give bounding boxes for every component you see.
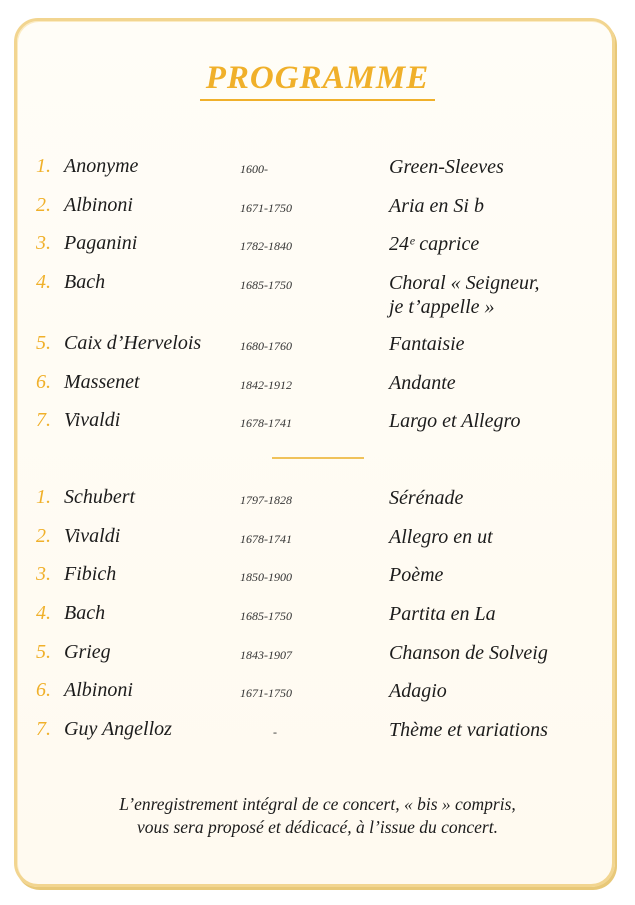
piece-title: Sérénade: [389, 487, 464, 509]
item-number: 1.: [36, 155, 51, 177]
composer-name: Paganini: [64, 232, 138, 255]
footer-note: [0, 793, 635, 839]
piece-title: Allegro en ut: [389, 525, 493, 548]
item-number: 6.: [36, 370, 51, 393]
composer-dates: 1671-1750: [240, 200, 292, 215]
composer-dates: 1685-1750: [240, 278, 292, 293]
item-number: 3.: [36, 563, 51, 586]
piece-title: Chanson de Solveig: [389, 641, 548, 664]
composer-name: Caix d’Hervelois: [64, 332, 202, 355]
item-number: 2.: [36, 524, 51, 547]
composer-dates: 1843-1907: [240, 647, 292, 662]
item-number: 7.: [36, 718, 51, 741]
piece-title: Aria en Si b: [389, 194, 484, 217]
composer-name: Massenet: [64, 370, 140, 393]
piece-title: [389, 271, 589, 319]
composer-name: Schubert: [64, 486, 136, 508]
item-number: 3.: [36, 232, 51, 255]
composer-dates: 1678-1741: [240, 416, 292, 431]
composer-name: Albinoni: [64, 193, 133, 216]
piece-title: Largo et Allegro: [389, 410, 521, 433]
piece-title: Andante: [389, 371, 456, 394]
list-item: [0, 602, 635, 641]
list-item: [0, 486, 635, 525]
piece-title: Thème et variations: [389, 719, 548, 742]
composer-dates: 1678-1741: [240, 531, 292, 546]
list-item: [0, 371, 635, 410]
piece-title-line1: Choral « Seigneur,: [389, 272, 540, 295]
item-number: 6.: [36, 679, 51, 702]
composer-name: Anonyme: [64, 155, 139, 177]
piece-title: Partita en La: [389, 603, 496, 626]
item-number: 7.: [36, 409, 51, 432]
footer-line-1: L’enregistrement intégral de ce concert, « bis » compris,: [119, 794, 516, 814]
list-item: [0, 232, 635, 271]
composer-dates: 1671-1750: [240, 686, 292, 701]
list-item: [0, 525, 635, 564]
composer-name: Vivaldi: [64, 409, 121, 432]
composer-dates: 1680-1760: [240, 339, 292, 354]
piece-title-line2: je t’appelle »: [389, 296, 495, 319]
piece-title: Poème: [389, 564, 444, 587]
composer-dates: 1782-1840: [240, 239, 292, 254]
list-item: [0, 718, 635, 757]
composer-name: Grieg: [64, 640, 111, 663]
composer-dates: 1685-1750: [240, 609, 292, 624]
composer-name: Bach: [64, 602, 106, 625]
composer-dates: -: [273, 725, 277, 740]
programme-part-1: [0, 155, 635, 448]
piece-title: Fantaisie: [389, 333, 465, 356]
list-item: [0, 563, 635, 602]
item-number: 5.: [36, 640, 51, 663]
piece-title: Green-Sleeves: [389, 156, 504, 178]
composer-dates: 1797-1828: [240, 493, 292, 507]
page-title: PROGRAMME: [200, 60, 436, 101]
composer-name: Vivaldi: [64, 524, 121, 547]
list-item: [0, 271, 635, 332]
section-divider: [272, 457, 364, 459]
composer-name: Bach: [64, 271, 106, 294]
composer-name: Guy Angelloz: [64, 718, 172, 741]
list-item: [0, 155, 635, 194]
item-number: 1.: [36, 486, 51, 508]
list-item: [0, 679, 635, 718]
composer-dates: 1850-1900: [240, 570, 292, 585]
list-item: [0, 409, 635, 448]
item-number: 5.: [36, 332, 51, 355]
piece-title: 24ᵉ caprice: [389, 233, 480, 256]
footer-line-2: vous sera proposé et dédicacé, à l’issue du concert.: [137, 817, 498, 837]
item-number: 4.: [36, 271, 51, 294]
programme-part-2: [0, 486, 635, 757]
item-number: 4.: [36, 602, 51, 625]
composer-dates: 1842-1912: [240, 377, 292, 392]
composer-name: Fibich: [64, 563, 117, 586]
item-number: 2.: [36, 193, 51, 216]
composer-name: Albinoni: [64, 679, 133, 702]
composer-dates: 1600-: [240, 162, 268, 176]
list-item: [0, 332, 635, 371]
piece-title: Adagio: [389, 680, 447, 703]
title-block: [0, 60, 635, 101]
list-item: [0, 641, 635, 680]
list-item: [0, 194, 635, 233]
